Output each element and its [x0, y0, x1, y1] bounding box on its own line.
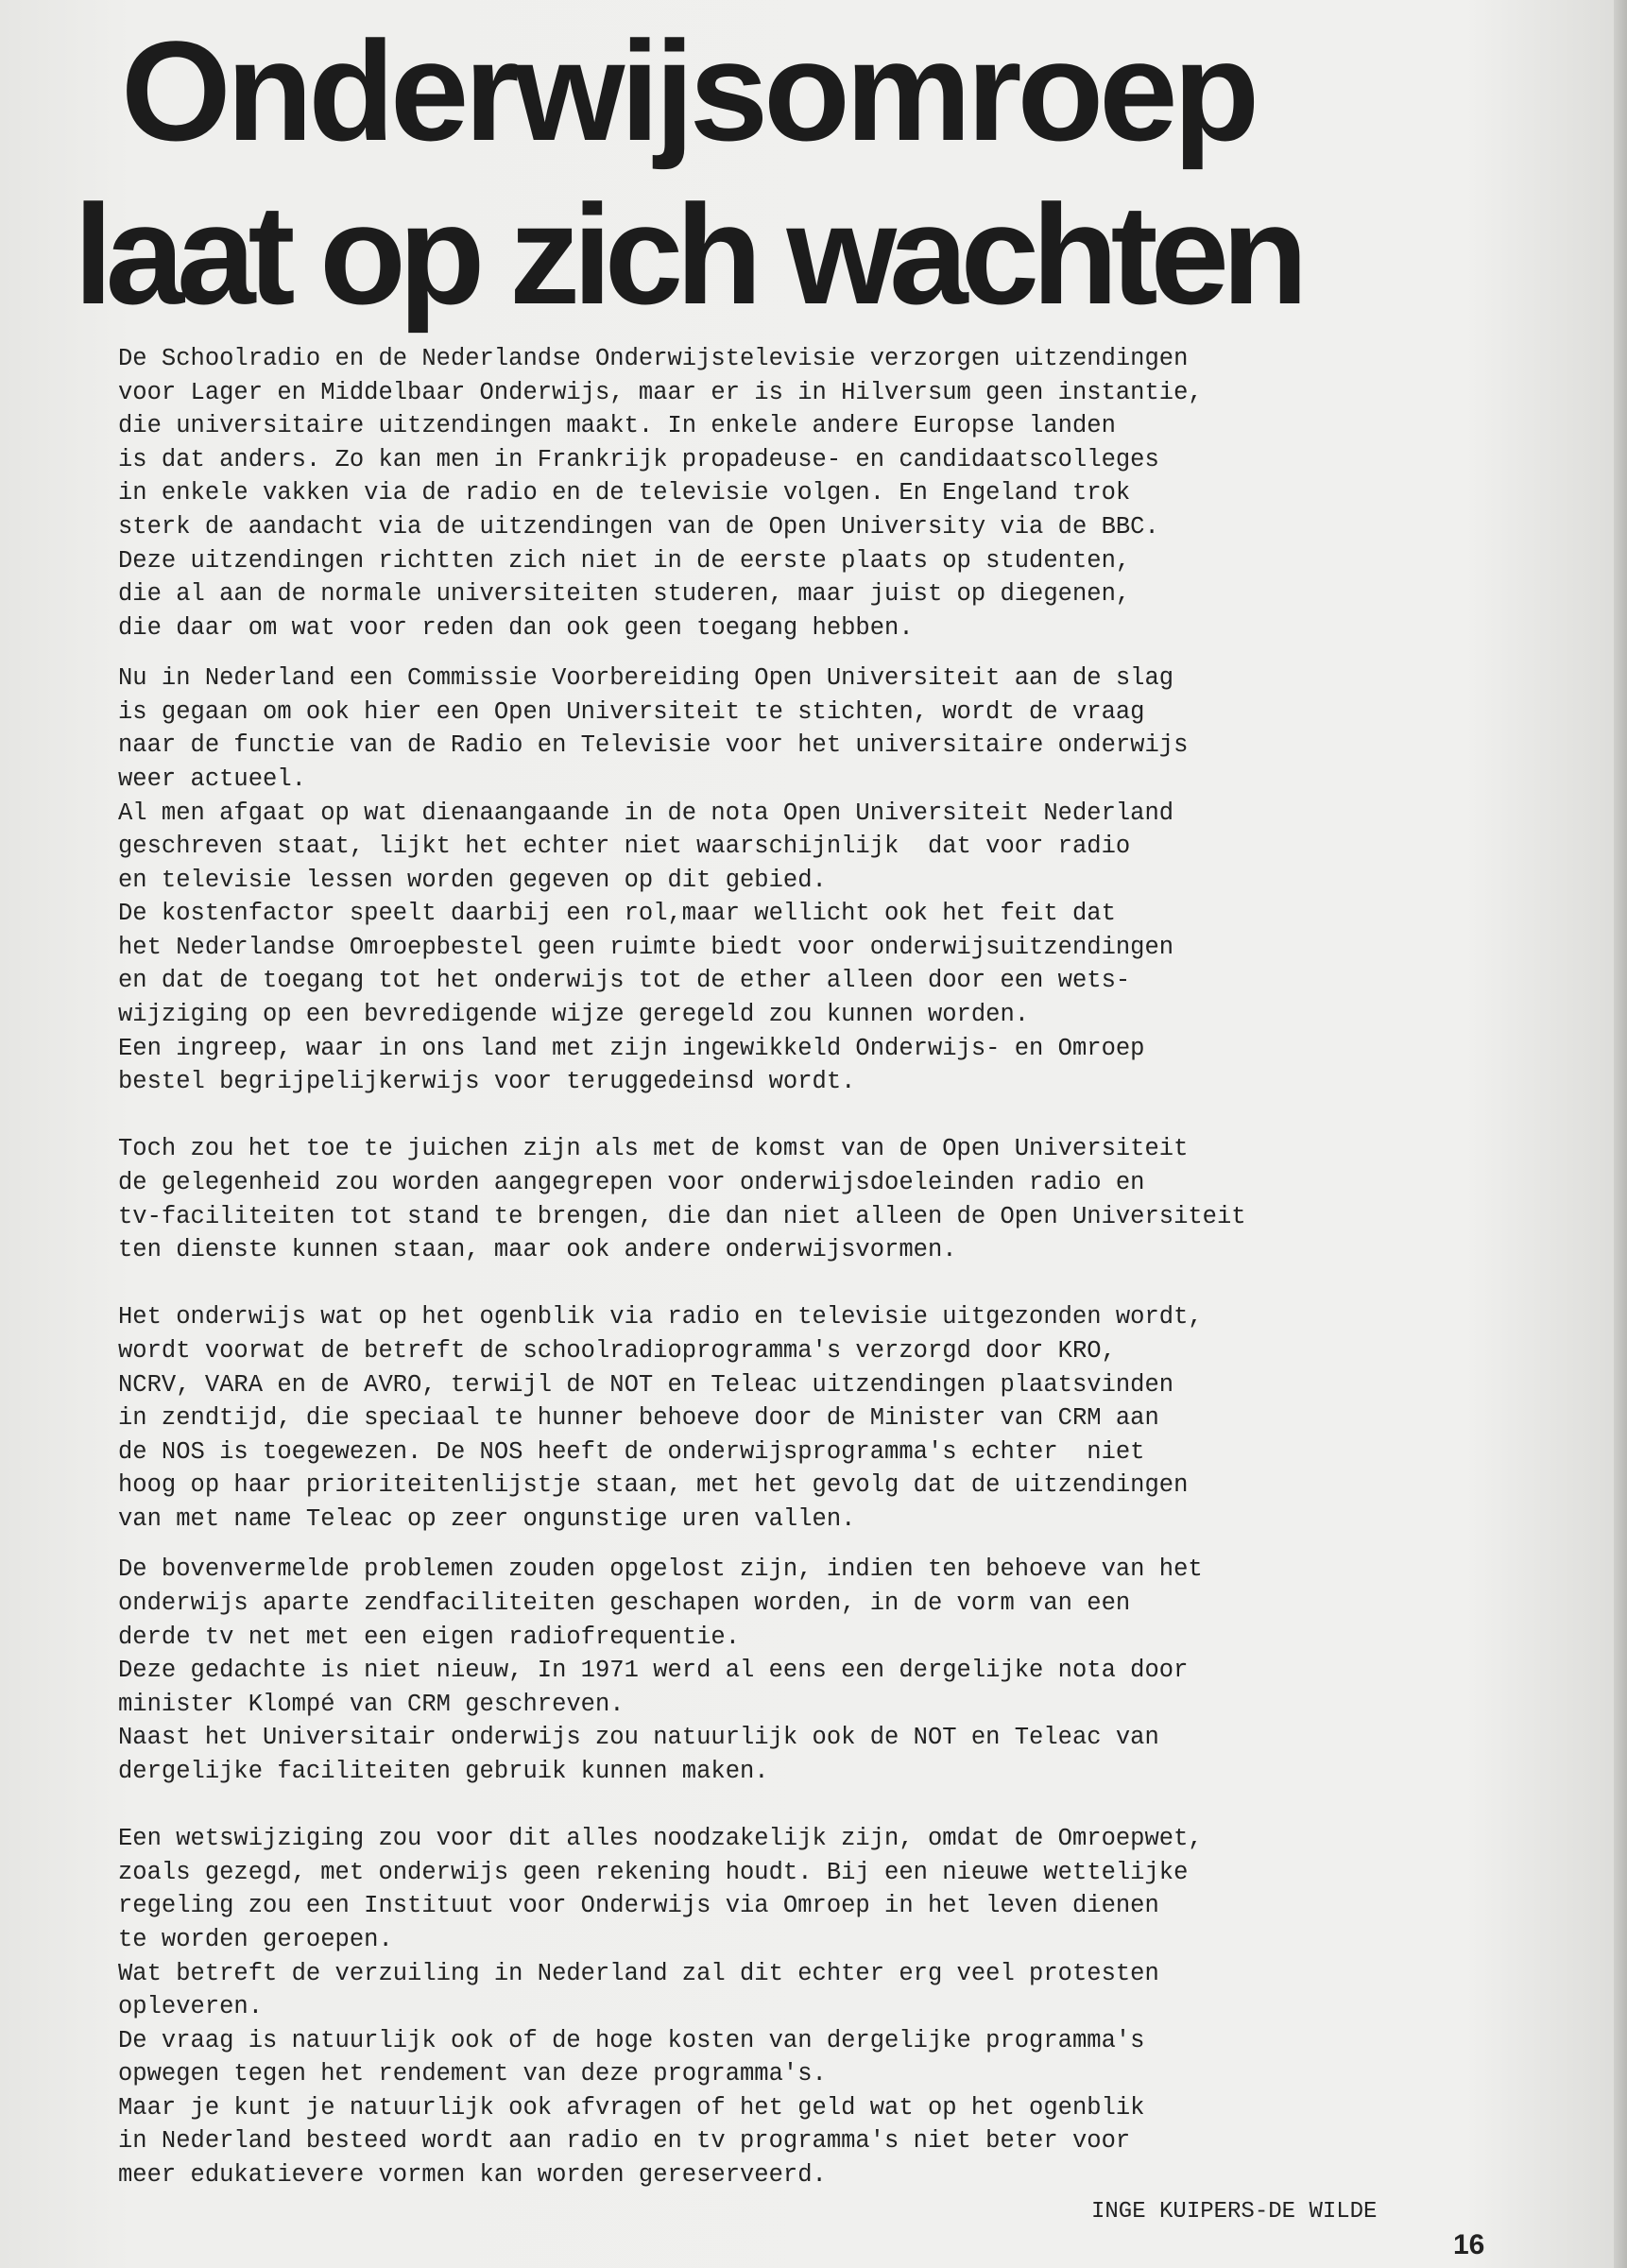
text-line: bestel begrijpelijkerwijs voor teruggedeinsd wordt. — [118, 1068, 856, 1096]
text-line: meer edukatievere vormen kan worden gereserveerd. — [118, 2161, 827, 2190]
text-line: het Nederlandse Omroepbestel geen ruimte biedt voor onderwijsuitzendingen — [118, 933, 1174, 961]
text-line: Toch zou het toe te juichen zijn als met de komst van de Open Universiteit — [118, 1135, 1189, 1163]
text-line: minister Klompé van CRM geschreven. — [118, 1690, 625, 1718]
text-line: naar de functie van de Radio en Televisie voor het universitaire onderwijs — [118, 731, 1189, 760]
text-line: de gelegenheid zou worden aangegrepen voor onderwijsdoeleinden radio en — [118, 1169, 1145, 1197]
text-line: is gegaan om ook hier een Open Universiteit te stichten, wordt de vraag — [118, 697, 1145, 726]
text-line: wijziging op een bevredigende wijze geregeld zou kunnen worden. — [118, 1001, 1030, 1029]
text-line: sterk de aandacht via de uitzendingen van de Open University via de BBC. — [118, 512, 1159, 541]
text-line: die universitaire uitzendingen maakt. In enkele andere Europse landen — [118, 412, 1116, 440]
text-line: opwegen tegen het rendement van deze programma's. — [118, 2060, 827, 2088]
page-number: 16 — [1453, 2229, 1485, 2260]
text-line: geschreven staat, lijkt het echter niet waarschijnlijk dat voor radio — [118, 833, 1131, 861]
text-line: van met name Teleac op zeer ongunstige uren vallen. — [118, 1504, 856, 1533]
headline-line-2: laat op zich wachten — [74, 175, 1301, 334]
text-line: De vraag is natuurlijk ook of de hoge kosten van dergelijke programma's — [118, 2026, 1145, 2054]
text-line: Wat betreft de verzuiling in Nederland zal dit echter erg veel protesten — [118, 1959, 1159, 1987]
text-line: de NOS is toegewezen. De NOS heeft de onderwijsprogramma's echter niet — [118, 1437, 1145, 1466]
text-line: Maar je kunt je natuurlijk ook afvragen of het geld wat op het ogenblik — [118, 2093, 1145, 2122]
text-line: De Schoolradio en de Nederlandse Onderwijstelevisie verzorgen uitzendingen — [118, 345, 1189, 372]
text-line: hoog op haar prioriteitenlijstje staan, met het gevolg dat de uitzendingen — [118, 1471, 1189, 1500]
text-line: en televisie lessen worden gegeven op dit gebied. — [118, 866, 827, 894]
text-line: dergelijke faciliteiten gebruik kunnen maken. — [118, 1757, 769, 1785]
article-body — [118, 342, 1460, 2192]
text-line: Het onderwijs wat op het ogenblik via radio en televisie uitgezonden wordt, — [118, 1303, 1203, 1332]
article-headline — [0, 9, 1627, 336]
text-line: in Nederland besteed wordt aan radio en tv programma's niet beter voor — [118, 2127, 1131, 2156]
page-spine-edge — [1614, 0, 1627, 2268]
article-paragraph — [118, 1822, 1460, 2192]
text-line: Naast het Universitair onderwijs zou natuurlijk ook de NOT en Teleac van — [118, 1724, 1159, 1752]
text-line: die al aan de normale universiteiten studeren, maar juist op diegenen, — [118, 580, 1131, 609]
text-line: Deze gedachte is niet nieuw, In 1971 werd al eens een dergelijke nota door — [118, 1657, 1189, 1685]
article-paragraph — [118, 1132, 1460, 1266]
article-paragraph — [118, 342, 1460, 644]
text-line: tv-faciliteiten tot stand te brengen, die dan niet alleen de Open Universiteit — [118, 1202, 1246, 1230]
text-line: Een wetswijziging zou voor dit alles noodzakelijk zijn, omdat de Omroepwet, — [118, 1825, 1203, 1853]
text-line: NCRV, VARA en de AVRO, terwijl de NOT en Teleac uitzendingen plaatsvinden — [118, 1370, 1174, 1399]
text-line: Nu in Nederland een Commissie Voorbereiding Open Universiteit aan de slag — [118, 664, 1174, 693]
text-line: opleveren. — [118, 1993, 264, 2021]
text-line: voor Lager en Middelbaar Onderwijs, maar er is in Hilversum geen instantie, — [118, 378, 1203, 406]
text-line: te worden geroepen. — [118, 1925, 393, 1953]
text-line: wordt voorwat de betreft de schoolradioprogramma's verzorgd door KRO, — [118, 1337, 1116, 1366]
text-line: die daar om wat voor reden dan ook geen toegang hebben. — [118, 613, 914, 642]
article-paragraph — [118, 662, 1460, 1099]
author-signature: INGE KUIPERS-DE WILDE — [1091, 2199, 1378, 2225]
text-line: Deze uitzendingen richtten zich niet in de eerste plaats op studenten, — [118, 546, 1131, 575]
text-line: Een ingreep, waar in ons land met zijn ingewikkeld Onderwijs- en Omroep — [118, 1034, 1145, 1062]
text-line: ten dienste kunnen staan, maar ook andere onderwijsvormen. — [118, 1236, 957, 1264]
headline-line-1: Onderwijsomroep — [121, 11, 1256, 170]
text-line: De kostenfactor speelt daarbij een rol,maar wellicht ook het feit dat — [118, 900, 1116, 928]
text-line: in zendtijd, die speciaal te hunner behoeve door de Minister van CRM aan — [118, 1404, 1159, 1433]
article-paragraph — [118, 1300, 1460, 1536]
text-line: zoals gezegd, met onderwijs geen rekening houdt. Bij een nieuwe wettelijke — [118, 1858, 1189, 1886]
text-line: Al men afgaat op wat dienaangaande in de nota Open Universiteit Nederland — [118, 799, 1174, 827]
text-line: regeling zou een Instituut voor Onderwijs via Omroep in het leven dienen — [118, 1892, 1159, 1920]
text-line: weer actueel. — [118, 765, 306, 793]
text-line: onderwijs aparte zendfaciliteiten geschapen worden, in de vorm van een — [118, 1589, 1131, 1617]
text-line: is dat anders. Zo kan men in Frankrijk propadeuse- en candidaatscolleges — [118, 445, 1159, 473]
text-line: derde tv net met een eigen radiofrequentie. — [118, 1623, 741, 1651]
text-line: De bovenvermelde problemen zouden opgelost zijn, indien ten behoeve van het — [118, 1555, 1203, 1584]
text-line: in enkele vakken via de radio en de televisie volgen. En Engeland trok — [118, 479, 1131, 507]
article-paragraph — [118, 1553, 1460, 1788]
text-line: en dat de toegang tot het onderwijs tot de ether alleen door een wets- — [118, 967, 1131, 995]
